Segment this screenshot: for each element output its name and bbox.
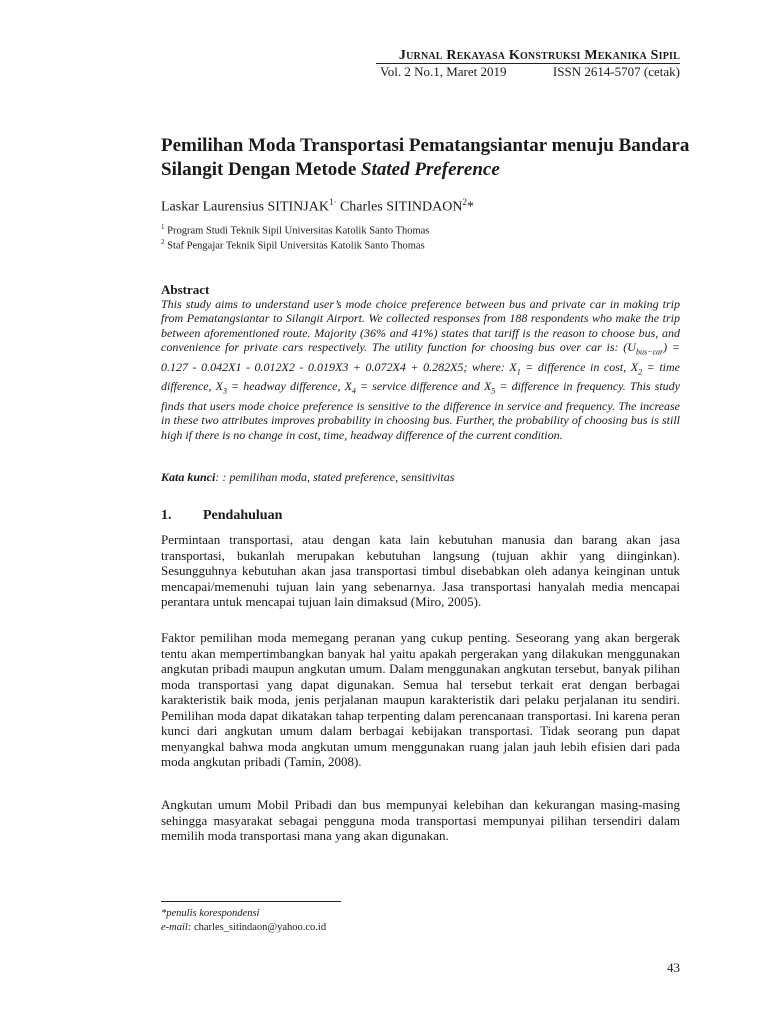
abstract-sub: 5	[491, 386, 496, 396]
affiliation-2-sup: 2	[161, 238, 165, 246]
footnote-email	[161, 922, 326, 933]
section-number: 1.	[161, 508, 172, 523]
journal-name: Jurnal Rekayasa Konstruksi Mekanika Sipil	[398, 48, 680, 63]
keywords-label: Kata kunci	[161, 470, 216, 484]
abstract-body	[161, 297, 680, 442]
title-main: Pemilihan Moda Transportasi Pematangsiantar menuju Bandara Silangit Dengan Metode	[161, 135, 690, 180]
author-separator: ·	[333, 197, 337, 207]
affiliation-1-text: Program Studi Teknik Sipil Universitas Katolik Santo Thomas	[167, 225, 430, 237]
paragraph-1: Permintaan transportasi, atau dengan kata lain kebutuhan manusia dan barang akan jasa transportasi, bukanlah merupakan kebutuhan langsung (tujuan akhir yang diinginkan). Sesungguhnya kebutuhan akan jasa transportasi timbul disebabkan oleh adanya keinginan untuk mencapai/memenuhi tujuan lain yang sebenarnya. Jasa transportasi hanyalah media mencapai perantara untuk mencapai tujuan lain dimaksud (Miro, 2005).	[161, 532, 680, 609]
email-label: e-mail:	[161, 922, 192, 933]
author-2-sup: 2	[462, 197, 467, 207]
affiliation-2	[161, 238, 425, 252]
keywords-text: : : pemilihan moda, stated preference, sensitivitas	[215, 470, 455, 484]
author-1-sup: 1	[328, 197, 334, 207]
abstract-text: = time difference, X	[161, 359, 680, 394]
author-line	[161, 197, 474, 216]
footnote-corresponding: *penulis korespondensi	[161, 908, 260, 919]
abstract-text: This study aims to understand user’s mode choice preference between bus and private car in making trip from Pematangsiantar to Silangit Airport. We collected responses from 188 respondents who make the trip between aforementioned route. Majority (36% and 41%) states that tariff is the reason to choose bus, and convenience for private cars respectively. The utility function for choosing bus over car is: (U	[161, 297, 680, 354]
abstract-sub: 4	[351, 386, 356, 396]
title-italic: Stated Preference	[361, 159, 500, 180]
keywords	[161, 470, 454, 485]
footnote-rule	[161, 901, 341, 902]
abstract-text: = headway difference, X	[226, 379, 352, 394]
issn-info: ISSN 2614-5707 (cetak)	[552, 64, 680, 79]
paragraph-3: Angkutan umum Mobil Pribadi dan bus mempunyai kelebihan dan kekurangan masing-masing sehingga masyarakat sebagai pengguna moda transportasi mempunyai pilihan tersendiri dalam memilih moda transportasi mana yang akan digunakan.	[161, 797, 680, 843]
affiliation-1	[161, 223, 429, 237]
email-address[interactable]: charles_sitindaon@yahoo.co.id	[191, 922, 327, 933]
abstract-text: = difference in frequency. This study finds that users mode choice preference is sensitive to the difference in service and frequency. The increase in these two attributes improves probability in choosing bus. Further, the probability of choosing bus is still high if there is no change in cost, time, headway difference of the current condition.	[161, 379, 680, 442]
abstract-sub: bus−car	[635, 347, 664, 357]
paragraph-2: Faktor pemilihan moda memegang peranan yang cukup penting. Seseorang yang akan bergerak tentu akan mempertimbangkan banyak hal yaitu apakah pergerakan yang dilakukan menggunakan angkutan pribadi maupun angkutan umum. Dalam menggunakan angkutan tersebut, banyak pilihan moda transportasi yang dapat digunakan. Semua hal tersebut terkait erat dengan berbagai karakteristik baik moda, jenis perjalanan maupun karakteristik dari pelaku perjalanan itu sendiri. Pemilihan moda dapat dikatakan tahap terpenting dalam perencanaan transportasi. Ini karena peran kunci dari angkutan umum dalam berbagai kebijakan transportasi. Tidak seorang pun dapat menyangkal bahwa moda angkutan umum menggunakan ruang jalan jauh lebih efisien dari pada moda angkutan pribadi (Tamin, 2008).	[161, 630, 680, 769]
abstract-sub: 1	[516, 366, 521, 376]
issue-line	[380, 64, 680, 80]
section-heading	[161, 508, 282, 524]
section-title: Pendahuluan	[203, 508, 283, 523]
author-2: Charles SITINDAON	[339, 199, 463, 215]
affiliation-1-sup: 1	[161, 223, 165, 231]
abstract-sub: 3	[222, 386, 227, 396]
abstract-text: ) = 0.127 - 0.042X1 - 0.012X2 - 0.019X3 + 0.072X4 + 0.282X5; where: X	[161, 339, 681, 374]
abstract-text: = service difference and X	[355, 379, 492, 394]
abstract-text: = difference in cost, X	[520, 359, 639, 374]
volume-info: Vol. 2 No.1, Maret 2019	[380, 64, 507, 79]
paper-title	[161, 134, 691, 182]
abstract-sub: 2	[638, 366, 643, 376]
author-1: Laskar Laurensius SITINJAK	[161, 199, 329, 215]
corresponding-mark: *	[466, 199, 474, 215]
abstract-heading: Abstract	[161, 282, 210, 297]
affiliation-2-text: Staf Pengajar Teknik Sipil Universitas Katolik Santo Thomas	[167, 240, 425, 252]
page-number: 43	[667, 960, 680, 975]
